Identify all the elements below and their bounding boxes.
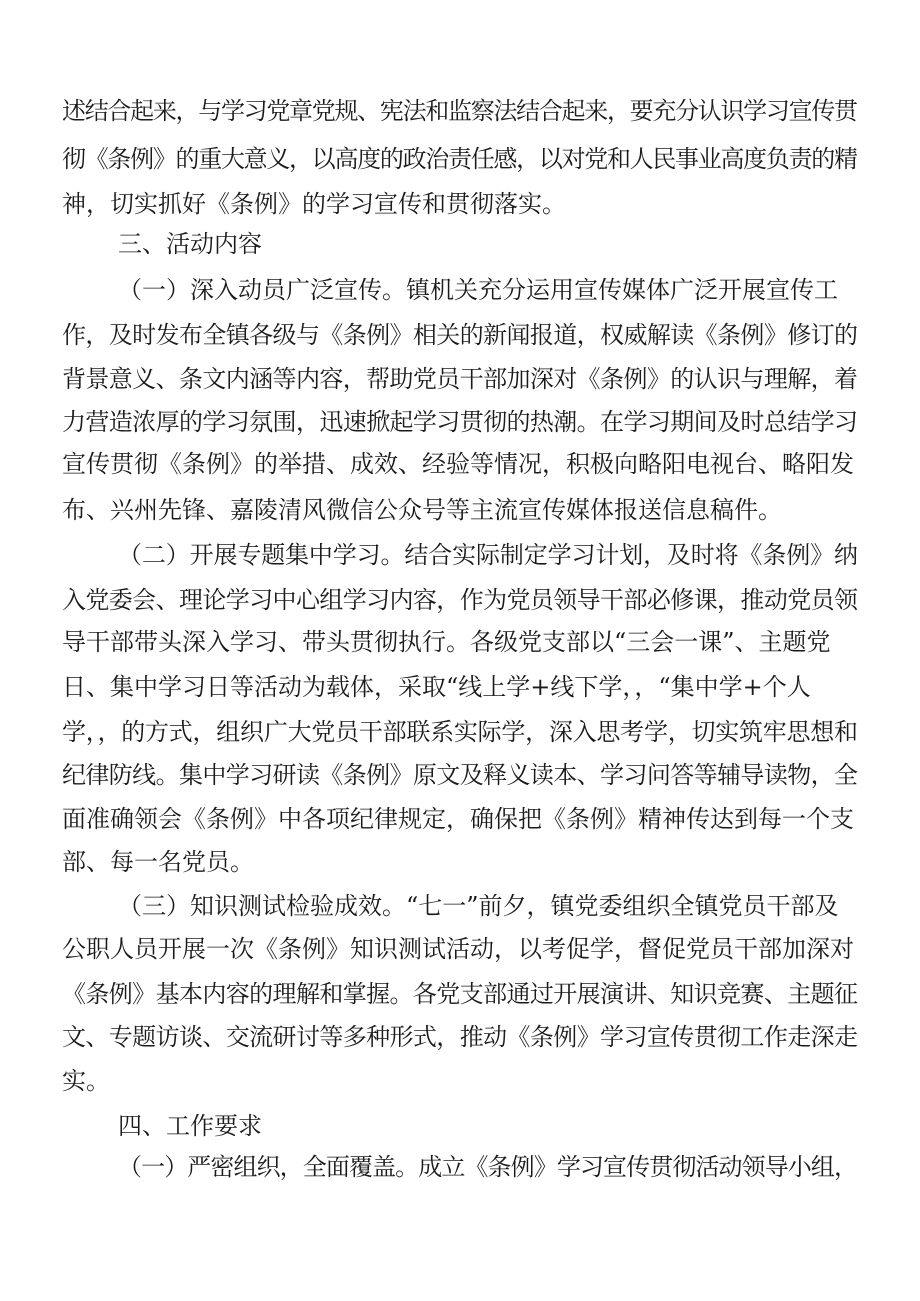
text-line: 力营造浓厚的学习氛围，迅速掀起学习贯彻的热潮。在学习期间及时总结学习 (62, 408, 858, 436)
text-line: （一）严密组织，全面覆盖。成立《条例》学习宣传贯彻活动领导小组， (118, 1153, 858, 1181)
text-line: （一）深入动员广泛宣传。镇机关充分运用宣传媒体广泛开展宣传工 (118, 276, 838, 304)
text-line: 作，及时发布全镇各级与《条例》相关的新闻报道，权威解读《条例》修订的 (62, 321, 858, 349)
section-heading: 三、活动内容 (118, 230, 262, 258)
text-line: 学，，的方式，组织广大党员干部联系实际学，深入思考学，切实筑牢思想和 (62, 718, 858, 746)
text-line: （二）开展专题集中学习。结合实际制定学习计划，及时将《条例》纳 (118, 541, 858, 569)
text-line: 彻《条例》的重大意义，以高度的政治责任感，以对党和人民事业高度负责的精 (62, 145, 857, 173)
text-line: 述结合起来，与学习党章党规、宪法和监察法结合起来，要充分认识学习宣传贯 (62, 97, 857, 125)
text-line: 面准确领会《条例》中各项纪律规定，确保把《条例》精神传达到每一个支 (62, 805, 854, 833)
text-line: 入党委会、理论学习中心组学习内容，作为党员领导干部必修课，推动党员领 (62, 586, 858, 614)
text-line: 宣传贯彻《条例》的举措、成效、经验等情况，积极向略阳电视台、略阳发 (62, 450, 854, 478)
text-line: 实。 (62, 1067, 110, 1095)
text-line: 背景意义、条文内涵等内容，帮助党员干部加深对《条例》的认识与理解，着 (62, 365, 858, 393)
text-line: 布、兴州先锋、嘉陵清风微信公众号等主流宣传媒体报送信息稿件。 (62, 496, 782, 524)
text-line: 日、集中学习日等活动为载体，采取“线上学+线下学，，“集中学+个人 (62, 673, 811, 701)
text-line: 公职人员开展一次《条例》知识测试活动，以考促学，督促党员干部加深对 (62, 935, 854, 963)
text-line: （三）知识测试检验成效。“七一”前夕，镇党委组织全镇党员干部及 (118, 892, 839, 920)
text-line: 《条例》基本内容的理解和掌握。各党支部通过开展演讲、知识竞赛、主题征 (62, 980, 858, 1008)
text-line: 部、每一名党员。 (62, 848, 254, 876)
text-line: 导干部带头深入学习、带头贯彻执行。各级党支部以“三会一课”、主题党 (62, 628, 831, 656)
text-line: 神，切实抓好《条例》的学习宣传和贯彻落实。 (62, 190, 566, 218)
text-line: 文、专题访谈、交流研讨等多种形式，推动《条例》学习宣传贯彻工作走深走 (62, 1023, 858, 1051)
text-line: 纪律防线。集中学习研读《条例》原文及释义读本、学习问答等辅导读物，全 (62, 761, 858, 789)
section-heading: 四、工作要求 (118, 1112, 262, 1140)
